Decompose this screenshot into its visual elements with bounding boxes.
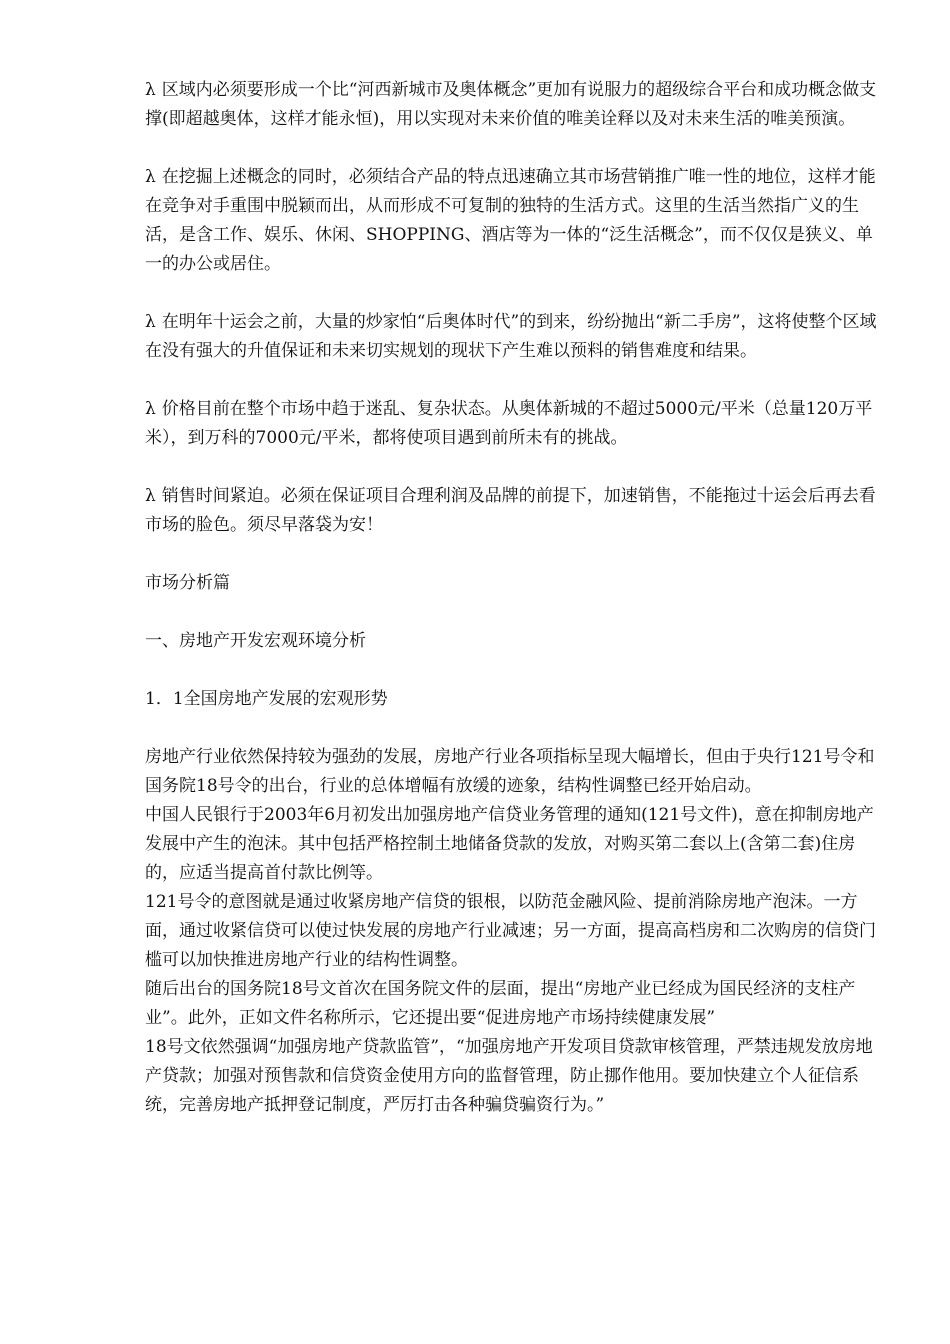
section-heading: 市场分析篇 bbox=[145, 573, 230, 593]
body-paragraph-3: 121号令的意图就是通过收紧房地产信贷的银根，以防范金融风险、提前消除房地产泡沫。一方面，通过收紧信贷可以使过快发展的房地产行业减速；另一方面，提高高档房和二次购房的信贷门槛可以加快推进房地产行业的结构性调整。 bbox=[145, 892, 876, 970]
bullet-paragraph-1 bbox=[145, 76, 885, 134]
bullet-marker: λ bbox=[145, 399, 156, 419]
body-paragraph-4: 随后出台的国务院18号文首次在国务院文件的层面，提出“房地产业已经成为国民经济的支柱产业”。此外，正如文件名称所示，它还提出要“促进房地产市场持续健康发展” bbox=[145, 979, 856, 1028]
bullet-paragraph-2 bbox=[145, 163, 885, 279]
bullet-text: 区域内必须要形成一个比“河西新城市及奥体概念”更加有说服力的超级综合平台和成功概念做支撑(即超越奥体，这样才能永恒)，用以实现对未来价值的唯美诠释以及对未来生活的唯美预演。 bbox=[145, 80, 877, 129]
bullet-text: 价格目前在整个市场中趋于迷乱、复杂状态。从奥体新城的不超过5000元/平米（总量120万平米），到万科的7000元/平米，都将使项目遇到前所未有的挑战。 bbox=[145, 399, 873, 448]
body-paragraph-2: 中国人民银行于2003年6月初发出加强房地产信贷业务管理的通知(121号文件)，意在抑制房地产发展中产生的泡沫。其中包括严格控制土地储备贷款的发放，对购买第二套以上(含第二套)住房的，应适当提高首付款比例等。 bbox=[145, 805, 874, 883]
bullet-marker: λ bbox=[145, 167, 156, 187]
body-paragraph-5: 18号文依然强调“加强房地产贷款监管”，“加强房地产开发项目贷款审核管理，严禁违规发放房地产贷款；加强对预售款和信贷资金使用方向的监督管理，防止挪作他用。要加快建立个人征信系统，完善房地产抵押登记制度，严厉打击各种骗贷骗资行为。” bbox=[145, 1037, 873, 1115]
body-paragraph-1: 房地产行业依然保持较为强劲的发展，房地产行业各项指标呈现大幅增长，但由于央行121号令和国务院18号令的出台，行业的总体增幅有放缓的迹象，结构性调整已经开始启动。 bbox=[145, 747, 875, 796]
bullet-marker: λ bbox=[145, 486, 156, 506]
chapter-heading: 一、房地产开发宏观环境分析 bbox=[145, 631, 366, 651]
bullet-text: 在明年十运会之前，大量的炒家怕“后奥体时代”的到来，纷纷抛出“新二手房”，这将使整个区域在没有强大的升值保证和未来切实规划的现状下产生难以预料的销售难度和结果。 bbox=[145, 312, 877, 361]
document-page bbox=[145, 76, 885, 1120]
bullet-marker: λ bbox=[145, 80, 156, 100]
subsection-heading: 1．1全国房地产发展的宏观形势 bbox=[145, 689, 388, 709]
bullet-paragraph-3 bbox=[145, 308, 885, 366]
bullet-paragraph-5 bbox=[145, 482, 885, 540]
bullet-marker: λ bbox=[145, 312, 156, 332]
bullet-paragraph-4 bbox=[145, 395, 885, 453]
bullet-text: 在挖掘上述概念的同时，必须结合产品的特点迅速确立其市场营销推广唯一性的地位，这样才能在竞争对手重围中脱颖而出，从而形成不可复制的独特的生活方式。这里的生活当然指广义的生活，是含工作、娱乐、休闲、SHOPPING、酒店等为一体的“泛生活概念”，而不仅仅是狭义、单一的办公或居住。 bbox=[145, 167, 876, 274]
bullet-text: 销售时间紧迫。必须在保证项目合理利润及品牌的前提下，加速销售，不能拖过十运会后再去看市场的脸色。须尽早落袋为安！ bbox=[145, 486, 876, 535]
